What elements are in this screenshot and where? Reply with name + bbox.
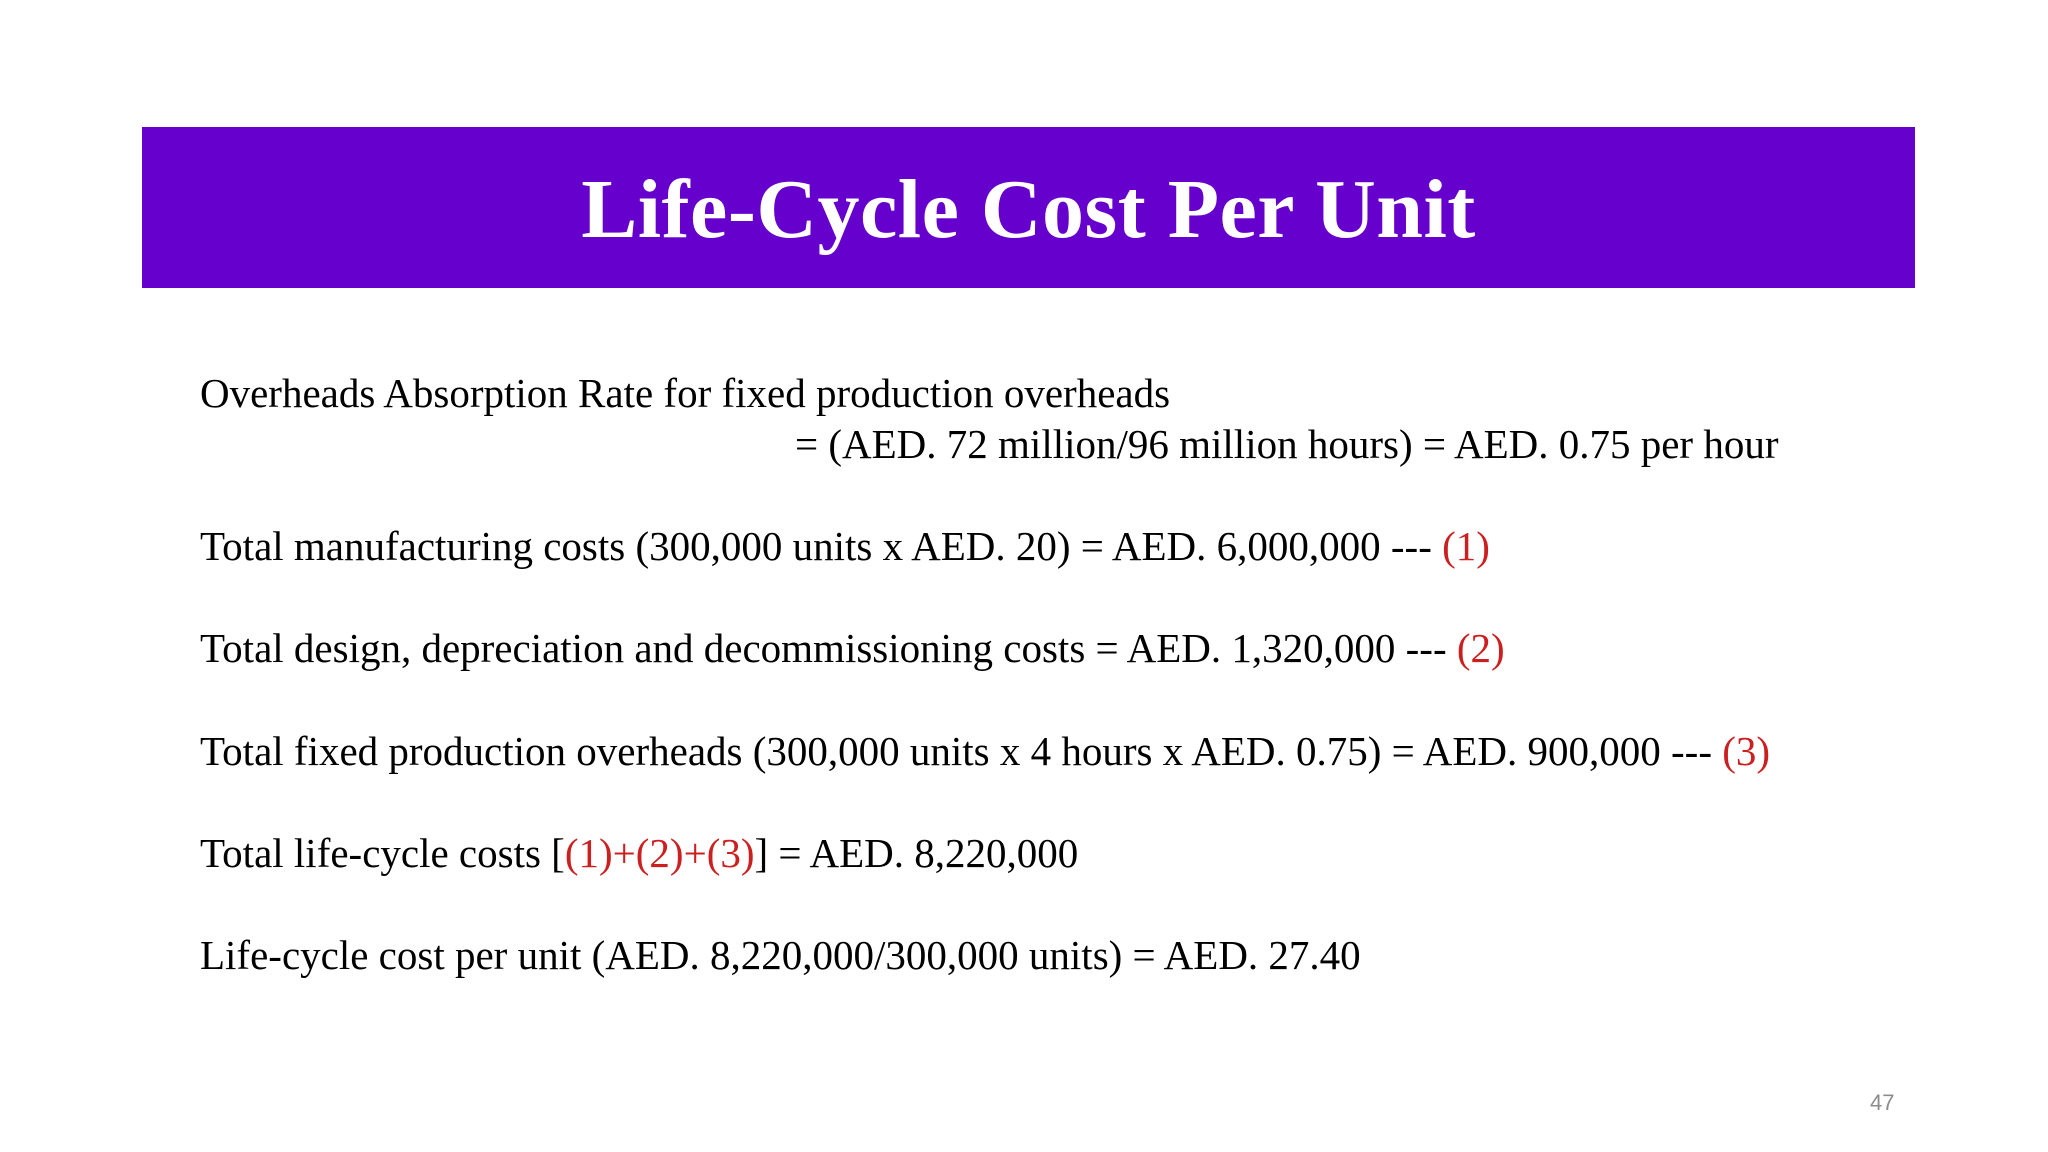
title-banner: [142, 127, 1915, 288]
total-life-cycle-line: [200, 830, 1079, 876]
oar-formula-line: = (AED. 72 million/96 million hours) = AED. 0.75 per hour: [795, 421, 1779, 467]
manufacturing-costs-line: [200, 523, 1490, 569]
page-number: 47: [1870, 1090, 1895, 1115]
manufacturing-costs-text: Total manufacturing costs (300,000 units x AED. 20) = AED. 6,000,000 ---: [200, 523, 1443, 569]
manufacturing-ref-label: (1): [1442, 523, 1490, 569]
design-ref-label: (2): [1456, 625, 1505, 671]
design-costs-text: Total design, depreciation and decommissioning costs = AED. 1,320,000 ---: [200, 625, 1457, 671]
fixed-overheads-line: [200, 728, 1771, 774]
fixed-ref-label: (3): [1722, 728, 1771, 774]
design-costs-line: [200, 625, 1505, 671]
cost-per-unit-line: Life-cycle cost per unit (AED. 8,220,000/300,000 units) = AED. 27.40: [200, 932, 1361, 978]
slide-title: Life-Cycle Cost Per Unit: [581, 163, 1476, 256]
total-prefix-text: Total life-cycle costs [: [200, 830, 565, 876]
total-refs-label: (1)+(2)+(3): [564, 830, 755, 876]
fixed-overheads-text: Total fixed production overheads (300,000 units x 4 hours x AED. 0.75) = AED. 900,000 ---: [200, 728, 1723, 774]
oar-label-line: Overheads Absorption Rate for fixed production overheads: [200, 370, 1171, 416]
total-suffix-text: ] = AED. 8,220,000: [754, 830, 1079, 876]
